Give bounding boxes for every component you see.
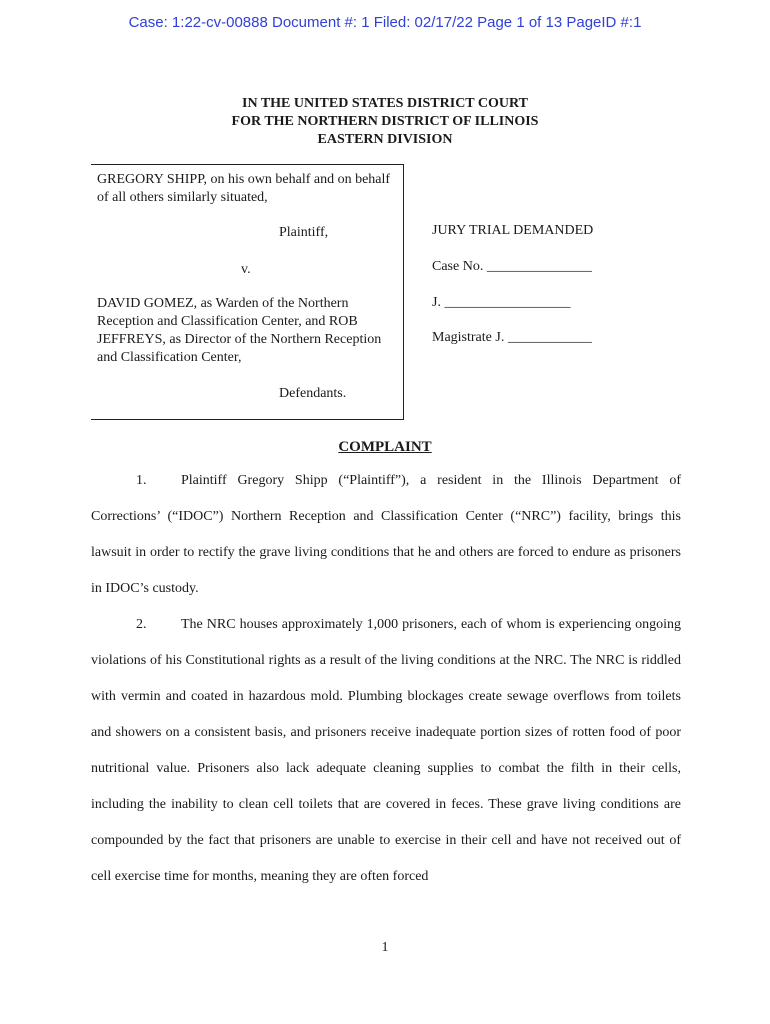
plaintiff-name: GREGORY SHIPP, on his own behalf and on behalf of all others similarly situated, xyxy=(97,172,391,205)
defendant-role: Defendants. xyxy=(279,386,347,401)
paragraph-number: 1. xyxy=(136,473,147,488)
paragraph-2 xyxy=(91,607,681,895)
magistrate-field: Magistrate J. ____________ xyxy=(432,330,592,345)
case-number-field: Case No. _______________ xyxy=(432,259,592,274)
jury-demand: JURY TRIAL DEMANDED xyxy=(432,223,594,238)
paragraph-1 xyxy=(91,463,681,607)
defendant-names: DAVID GOMEZ, as Warden of the Northern Reception and Classification Center, and ROB JEFFREYS, as Director of the Northern Reception and Classification Center, xyxy=(97,296,382,365)
case-header-stamp: Case: 1:22-cv-00888 Document #: 1 Filed: 02/17/22 Page 1 of 13 PageID #:1 xyxy=(128,14,642,31)
court-title-line-2: FOR THE NORTHERN DISTRICT OF ILLINOIS xyxy=(231,114,539,129)
court-title-line-1: IN THE UNITED STATES DISTRICT COURT xyxy=(242,96,528,111)
paragraph-text: Plaintiff Gregory Shipp (“Plaintiff”), a resident in the Illinois Department of Corrections’ (“IDOC”) Northern Reception and Classification Center (“NRC”) facility, brings this lawsuit in order to rectify the grave living conditions that he and others are forced to endure as prisoners in IDOC’s custody. xyxy=(91,473,681,596)
judge-field: J. __________________ xyxy=(432,295,571,310)
paragraph-text: The NRC houses approximately 1,000 prisoners, each of whom is experiencing ongoing violations of his Constitutional rights as a result of the living conditions at the NRC. The NRC is riddled with vermin and coated in hazardous mold. Plumbing blockages create sewage overflows from toilets and showers on a consistent basis, and prisoners receive inadequate portion sizes of rotten food of poor nutritional value. Prisoners also lack adequate cleaning supplies to combat the filth in their cells, including the inability to clean cell toilets that are covered in feces. These grave living conditions are compounded by the fact that prisoners are unable to exercise in their cell and have not received out of cell exercise time for months, meaning they are often forced xyxy=(91,617,681,884)
versus-label: v. xyxy=(241,262,251,277)
plaintiff-role: Plaintiff, xyxy=(279,225,329,240)
court-title-line-3: EASTERN DIVISION xyxy=(317,132,453,147)
complaint-title: COMPLAINT xyxy=(338,439,432,455)
court-title xyxy=(0,95,770,149)
case-caption-box xyxy=(91,164,404,420)
page-number: 1 xyxy=(381,940,389,955)
paragraph-number: 2. xyxy=(136,617,147,632)
